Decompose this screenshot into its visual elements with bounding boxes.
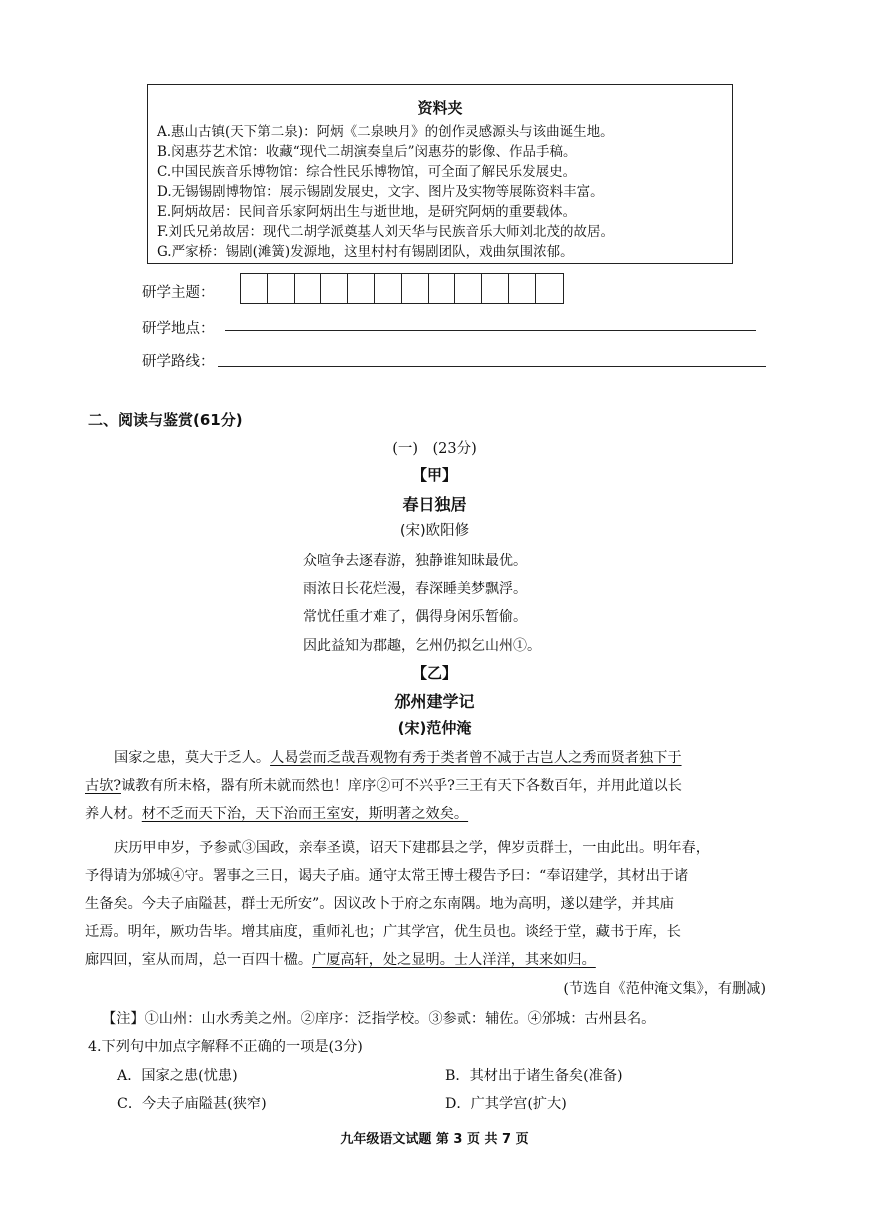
underlined-sentence: 广厦高轩，处之显明。士人洋洋，其来如归。 xyxy=(312,952,596,968)
question-option-a: A．国家之患(忧患) xyxy=(117,1068,238,1084)
question-option-c: C．今夫子庙隘甚(狭窄) xyxy=(117,1096,267,1112)
materials-item-a: A.惠山古镇(天下第二泉)：阿炳《二泉映月》的创作灵感源头与该曲诞生地。 xyxy=(157,124,614,140)
materials-item-f: F.刘氏兄弟故居：现代二胡学派奠基人刘天华与民族音乐大师刘北茂的故居。 xyxy=(157,224,615,240)
section-title: 二、阅读与鉴赏(61分) xyxy=(88,411,243,429)
poem-line: 雨浓日长花烂漫，春深睡美梦飘浮。 xyxy=(303,581,527,597)
topic-grid-cell[interactable] xyxy=(241,274,268,303)
topic-grid-cell[interactable] xyxy=(509,274,536,303)
poem-line: 众喧争去逐春游，独静谁知昧最优。 xyxy=(303,553,527,569)
poem-marker: 【甲】 xyxy=(411,466,457,484)
topic-grid-cell[interactable] xyxy=(429,274,456,303)
topic-label: 研学主题： xyxy=(142,285,215,301)
poem-line: 因此益知为郡趣，乞州仍拟乞山州①。 xyxy=(303,638,541,654)
question-option-b: B．其材出于诸生备矣(准备) xyxy=(445,1068,623,1084)
topic-grid-cell[interactable] xyxy=(375,274,402,303)
topic-grid-cell[interactable] xyxy=(321,274,348,303)
materials-item-e: E.阿炳故居：民间音乐家阿炳出生与逝世地，是研究阿炳的重要载体。 xyxy=(157,204,577,220)
materials-item-c: C.中国民族音乐博物馆：综合性民乐博物馆，可全面了解民乐发展史。 xyxy=(157,164,577,180)
prose-line: 古欤?诚教有所未格，器有所未就而然也！庠序②可不兴乎?三王有天下各数百年，并用此道以长 xyxy=(85,778,682,794)
underlined-sentence: 人曷尝而乏哉吾观物有秀于类者曾不减于古岂人之秀而贤者独下于 xyxy=(270,750,682,766)
poem-title: 春日独居 xyxy=(402,495,467,514)
poem-author: (宋)欧阳修 xyxy=(399,523,470,539)
prose-line: 廊四回，室从而周，总一百四十楹。广厦高轩，处之显明。士人洋洋，其来如归。 xyxy=(85,952,596,968)
topic-grid-cell[interactable] xyxy=(482,274,509,303)
poem-line: 常忧任重才难了，偶得身闲乐暂偷。 xyxy=(303,609,527,625)
topic-grid-cell[interactable] xyxy=(536,274,563,303)
route-label: 研学路线： xyxy=(142,354,215,370)
prose-line: 予得请为邠城④守。署事之三日，谒夫子庙。通守太常王博士稷告予曰：“奉诏建学，其材出于诸 xyxy=(85,868,689,884)
materials-item-d: D.无锡锡剧博物馆：展示锡剧发展史，文字、图片及实物等展陈资料丰富。 xyxy=(157,184,604,200)
materials-box xyxy=(147,84,733,264)
topic-answer-grid[interactable] xyxy=(240,273,564,304)
part-title: (一) (23分) xyxy=(392,441,477,457)
page-footer: 九年级语文试题 第 3 页 共 7 页 xyxy=(340,1132,529,1147)
annotation-note: 【注】①山州：山水秀美之州。②庠序：泛指学校。③参贰：辅佐。④邠城：古州县名。 xyxy=(102,1011,656,1027)
prose-line: 养人材。材不乏而天下治，天下治而王室安，斯明著之效矣。 xyxy=(85,806,469,822)
materials-item-g: G.严家桥：锡剧(滩簧)发源地，这里村村有锡剧团队，戏曲氛围浓郁。 xyxy=(157,244,574,260)
location-answer-line[interactable] xyxy=(225,330,756,331)
prose-source: (节选自《范仲淹文集》，有删减) xyxy=(563,981,766,997)
prose-line: 庆历甲申岁，予参贰③国政，亲奉圣谟，诏天下建郡县之学，俾岁贡群士，一由此出。明年春， xyxy=(114,840,710,856)
materials-title: 资料夹 xyxy=(417,99,463,117)
topic-grid-cell[interactable] xyxy=(455,274,482,303)
location-label: 研学地点： xyxy=(142,321,215,337)
prose-line: 国家之患，莫大于乏人。人曷尝而乏哉吾观物有秀于类者曾不减于古岂人之秀而贤者独下于 xyxy=(114,750,682,766)
route-answer-line[interactable] xyxy=(218,366,766,367)
prose-line: 迁焉。明年，厥功告毕。增其庙度，重师礼也；广其学宫，优生员也。谈经于堂，藏书于库，长 xyxy=(85,924,681,940)
topic-grid-cell[interactable] xyxy=(268,274,295,303)
underlined-sentence: 古欤? xyxy=(85,778,121,794)
topic-grid-cell[interactable] xyxy=(348,274,375,303)
topic-grid-cell[interactable] xyxy=(402,274,429,303)
prose-marker: 【乙】 xyxy=(411,664,457,682)
question-stem: 4.下列句中加点字解释不正确的一项是(3分) xyxy=(88,1039,363,1055)
question-option-d: D．广其学宫(扩大) xyxy=(445,1096,567,1112)
topic-grid-cell[interactable] xyxy=(295,274,322,303)
prose-title: 邠州建学记 xyxy=(394,692,475,711)
underlined-sentence: 材不乏而天下治，天下治而王室安，斯明著之效矣。 xyxy=(141,806,469,822)
prose-author: (宋)范仲淹 xyxy=(397,719,472,737)
prose-line: 生备矣。今夫子庙隘甚，群士无所安”。因议改卜于府之东南隅。地为高明，遂以建学，并其庙 xyxy=(85,896,674,912)
materials-item-b: B.闵惠芬艺术馆：收藏“现代二胡演奏皇后”闵惠芬的影像、作品手稿。 xyxy=(157,144,577,160)
